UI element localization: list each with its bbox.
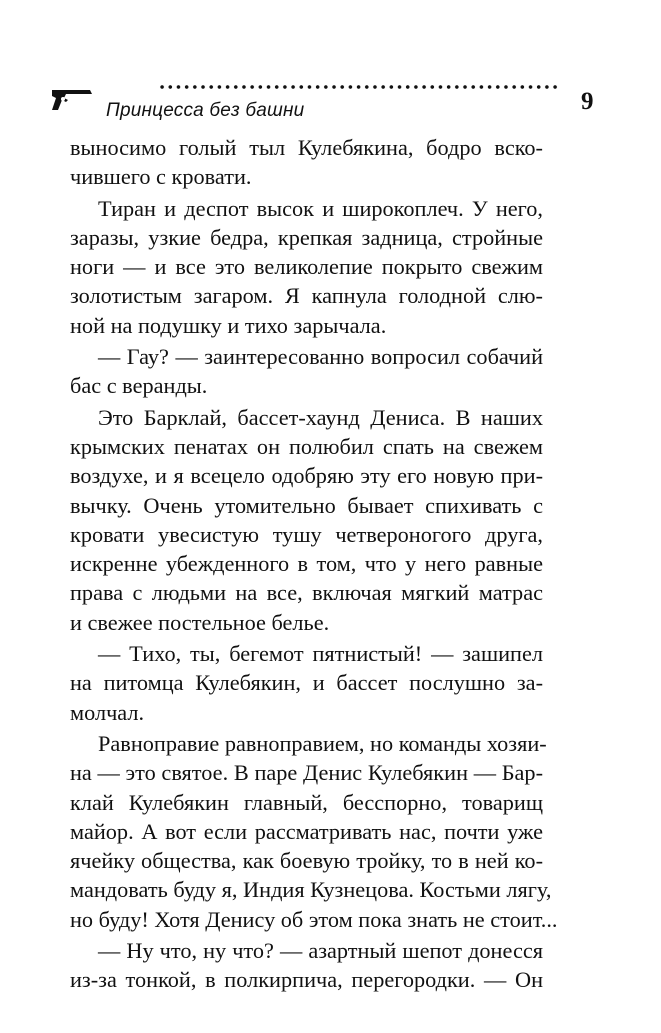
paragraph bbox=[70, 729, 558, 934]
text-line: искренне убежденного в том, что у него равные bbox=[70, 551, 543, 577]
paragraph bbox=[70, 194, 543, 340]
text-line: — Ну что, ну что? — азартный шепот донесся bbox=[98, 938, 543, 964]
text-line: ной на подушку и тихо зарычала. bbox=[70, 312, 387, 338]
running-title: Принцесса без башни bbox=[106, 100, 305, 121]
text-line: клай Кулебякин главный, бесспорно, товарищ bbox=[70, 789, 543, 815]
text-line: ноги — и все это великолепие покрыто свежим bbox=[70, 254, 543, 280]
text-line: Это Барклай, бассет-хаунд Дениса. В наших bbox=[98, 404, 543, 430]
text-line: Равноправие равноправием, но команды хозяи- bbox=[98, 730, 547, 756]
text-line: Тиран и деспот высок и широкоплеч. У него, bbox=[98, 195, 543, 221]
text-line: майор. А вот если рассматривать нас, почти уже bbox=[70, 818, 543, 844]
page-header bbox=[50, 80, 610, 130]
text-line: кровати увесистую тушу четвероногого друга, bbox=[70, 521, 543, 547]
paragraph bbox=[70, 403, 543, 637]
dotted-rule bbox=[158, 84, 558, 90]
text-line: на — это святое. В паре Денис Кулебякин — Бар- bbox=[70, 760, 543, 786]
paragraph bbox=[70, 936, 543, 995]
text-line: чившего с кровати. bbox=[70, 164, 252, 190]
text-line: золотистым загаром. Я капнула голодной слю- bbox=[70, 283, 543, 309]
body-text bbox=[70, 133, 558, 995]
text-line: из-за тонкой, в полкирпича, перегородки. — Он bbox=[70, 967, 543, 993]
text-line: выносимо голый тыл Кулебякина, бодро вско- bbox=[70, 135, 543, 160]
text-line: и свежее постельное белье. bbox=[70, 609, 330, 635]
page-number: 9 bbox=[581, 88, 594, 115]
text-line: бас с веранды. bbox=[70, 373, 208, 399]
paragraph bbox=[70, 133, 543, 192]
text-line: крымских пенатах он полюбил спать на свежем bbox=[70, 433, 543, 459]
paragraph bbox=[70, 639, 543, 727]
text-line: мандовать буду я, Индия Кузнецова. Костьми лягу, bbox=[70, 877, 552, 903]
text-line: воздухе, и я всецело одобряю эту его новую при- bbox=[70, 463, 543, 489]
text-line: но буду! Хотя Денису об этом пока знать не стоит... bbox=[70, 906, 558, 932]
text-line: молчал. bbox=[70, 699, 145, 725]
text-line: заразы, узкие бедра, крепкая задница, стройные bbox=[70, 224, 543, 250]
text-line: — Гау? — заинтересованно вопросил собачий bbox=[98, 344, 543, 370]
text-line: права с людьми на все, включая мягкий матрас bbox=[70, 580, 543, 606]
text-line: — Тихо, ты, бегемот пятнистый! — зашипел bbox=[98, 641, 543, 667]
gun-icon bbox=[50, 84, 94, 112]
text-line: на питомца Кулебякин, и бассет послушно за- bbox=[70, 670, 543, 696]
text-line: вычку. Очень утомительно бывает спихивать с bbox=[70, 492, 543, 518]
paragraph bbox=[70, 342, 543, 401]
text-line: ячейку общества, как боевую тройку, то в ней ко- bbox=[70, 848, 543, 874]
